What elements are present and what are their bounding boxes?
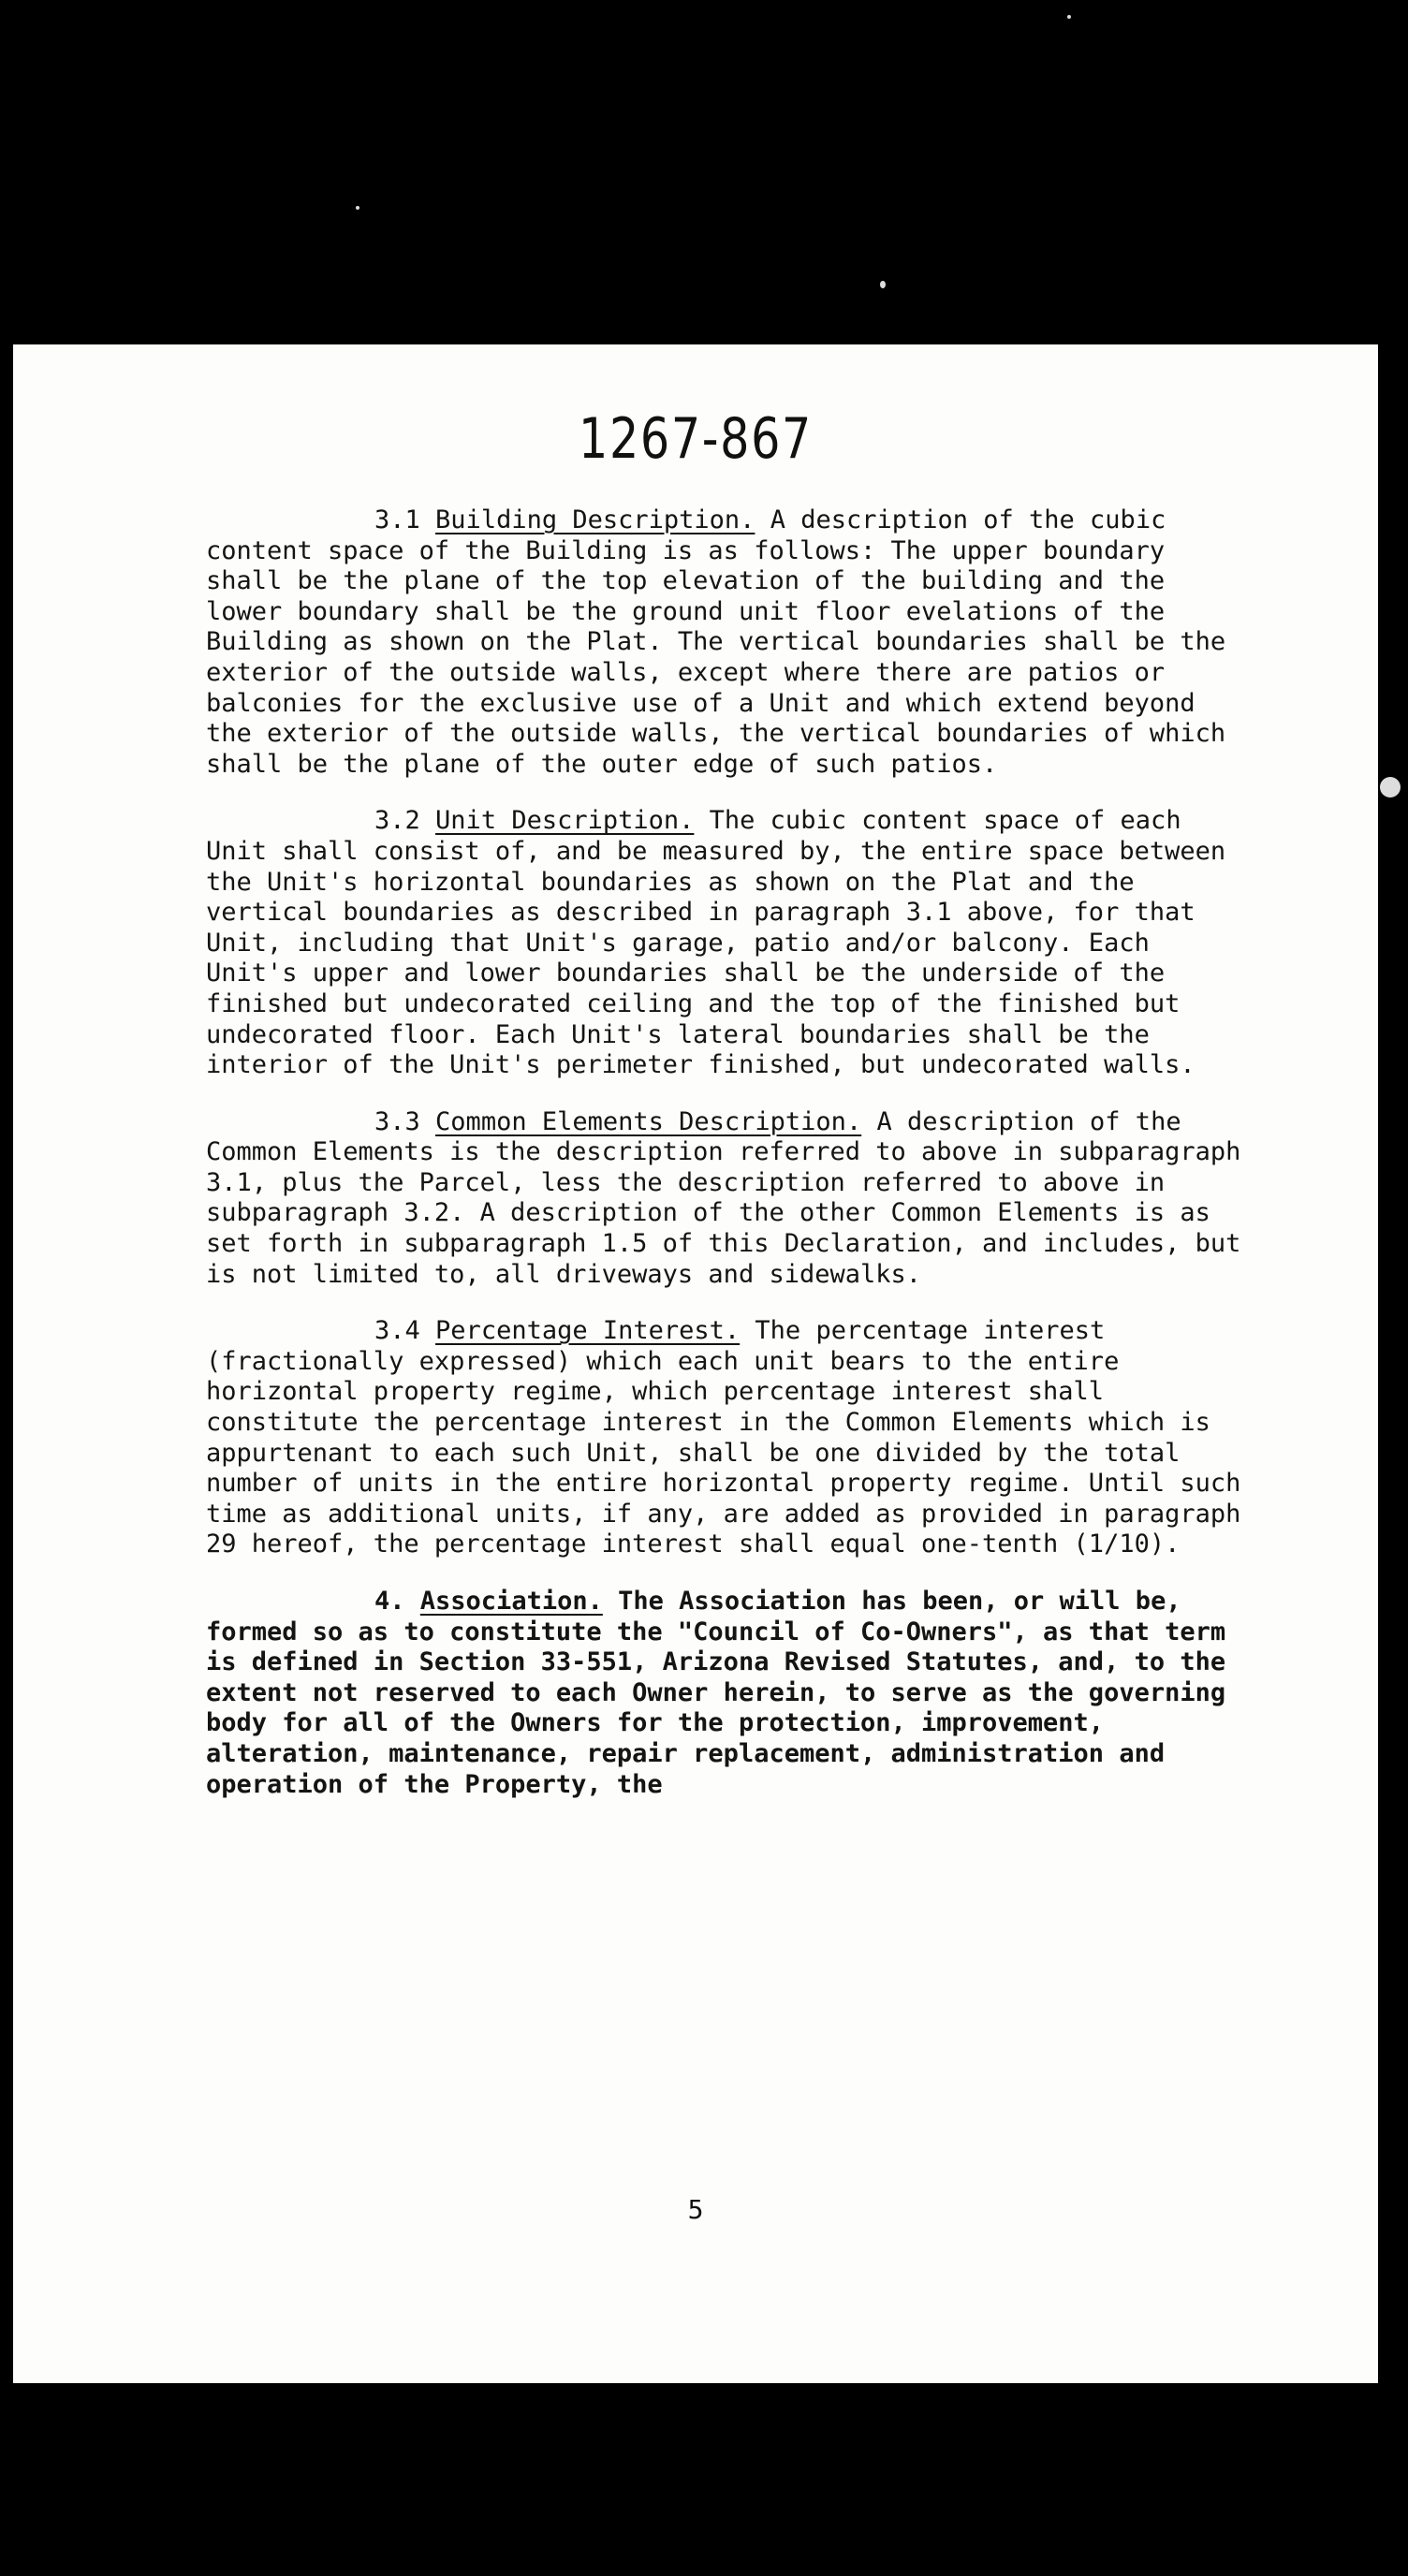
document-page	[13, 344, 1378, 2383]
paragraph-text: The Association has been, or will be, formed so as to constitute the "Council of Co-Owners", as that term is defined in Section 33-551, Arizona Revised Statutes, and, to the extent not reserved to each Owner herein, to serve as the governing body for all of the Owners for the protection, improvement, alteration, maintenance, repair replacement, administration and operation of the Property, the	[206, 1587, 1226, 1799]
paragraph-heading: Unit Description.	[435, 806, 695, 836]
paragraph-number: 3.3	[374, 1106, 420, 1136]
paragraph-number: 3.1	[374, 505, 420, 534]
paragraph-4	[206, 1587, 1254, 1800]
paragraph-text: A description of the cubic content space of the Building is as follows: The upper boundary shall be the plane of the top elevation of the building and the lower boundary shall be the ground unit floor evelations of the Building as shown on the Plat. The vertical boundaries shall be the exterior of the outside walls, except where there are patios or balconies for the exclusive use of a Unit and which extend beyond the exterior of the outside walls, the vertical boundaries of which shall be the plane of the outer edge of such patios.	[206, 505, 1226, 779]
page-number: 5	[687, 2194, 704, 2225]
document-body	[206, 505, 1254, 1826]
scan-speck	[1067, 15, 1071, 19]
paragraph-3-4	[206, 1316, 1254, 1560]
document-header-number: 1267-867	[579, 406, 813, 472]
paragraph-3-3	[206, 1107, 1254, 1291]
paragraph-3-2	[206, 806, 1254, 1080]
paragraph-heading: Association.	[419, 1587, 603, 1616]
paragraph-3-1	[206, 505, 1254, 780]
scan-speck	[1380, 777, 1401, 798]
scan-speck	[880, 281, 886, 288]
paragraph-text: The cubic content space of each Unit shall consist of, and be measured by, the entire space between the Unit's horizontal boundaries as shown on the Plat and the vertical boundaries as described in paragraph 3.1 above, for that Unit, including that Unit's garage, patio and/or balcony. Each Unit's upper and lower boundaries shall be the underside of the finished but undecorated ceiling and the top of the finished but undecorated floor. Each Unit's lateral boundaries shall be the interior of the Unit's perimeter finished, but undecorated walls.	[206, 806, 1226, 1080]
paragraph-number: 3.4	[374, 1316, 420, 1346]
paragraph-text: A description of the Common Elements is the description referred to above in subparagraph 3.1, plus the Parcel, less the description referred to above in subparagraph 3.2. A description of the other Common Elements is as set forth in subparagraph 1.5 of this Declaration, and includes, but is not limited to, all driveways and sidewalks.	[206, 1106, 1241, 1289]
paragraph-heading: Building Description.	[435, 505, 755, 534]
scan-speck	[356, 206, 359, 210]
paragraph-heading: Common Elements Description.	[435, 1106, 862, 1136]
paragraph-number: 3.2	[374, 806, 420, 836]
paragraph-heading: Percentage Interest.	[435, 1316, 741, 1346]
paragraph-text: The percentage interest (fractionally expressed) which each unit bears to the entire horizontal property regime, which percentage interest shall constitute the percentage interest in the Common Elements which is appurtenant to each such Unit, shall be one divided by the total number of units in the entire horizontal property regime. Until such time as additional units, if any, are added as provided in paragraph 29 hereof, the percentage interest shall equal one-tenth (1/10).	[206, 1316, 1241, 1559]
paragraph-number: 4.	[374, 1587, 405, 1616]
